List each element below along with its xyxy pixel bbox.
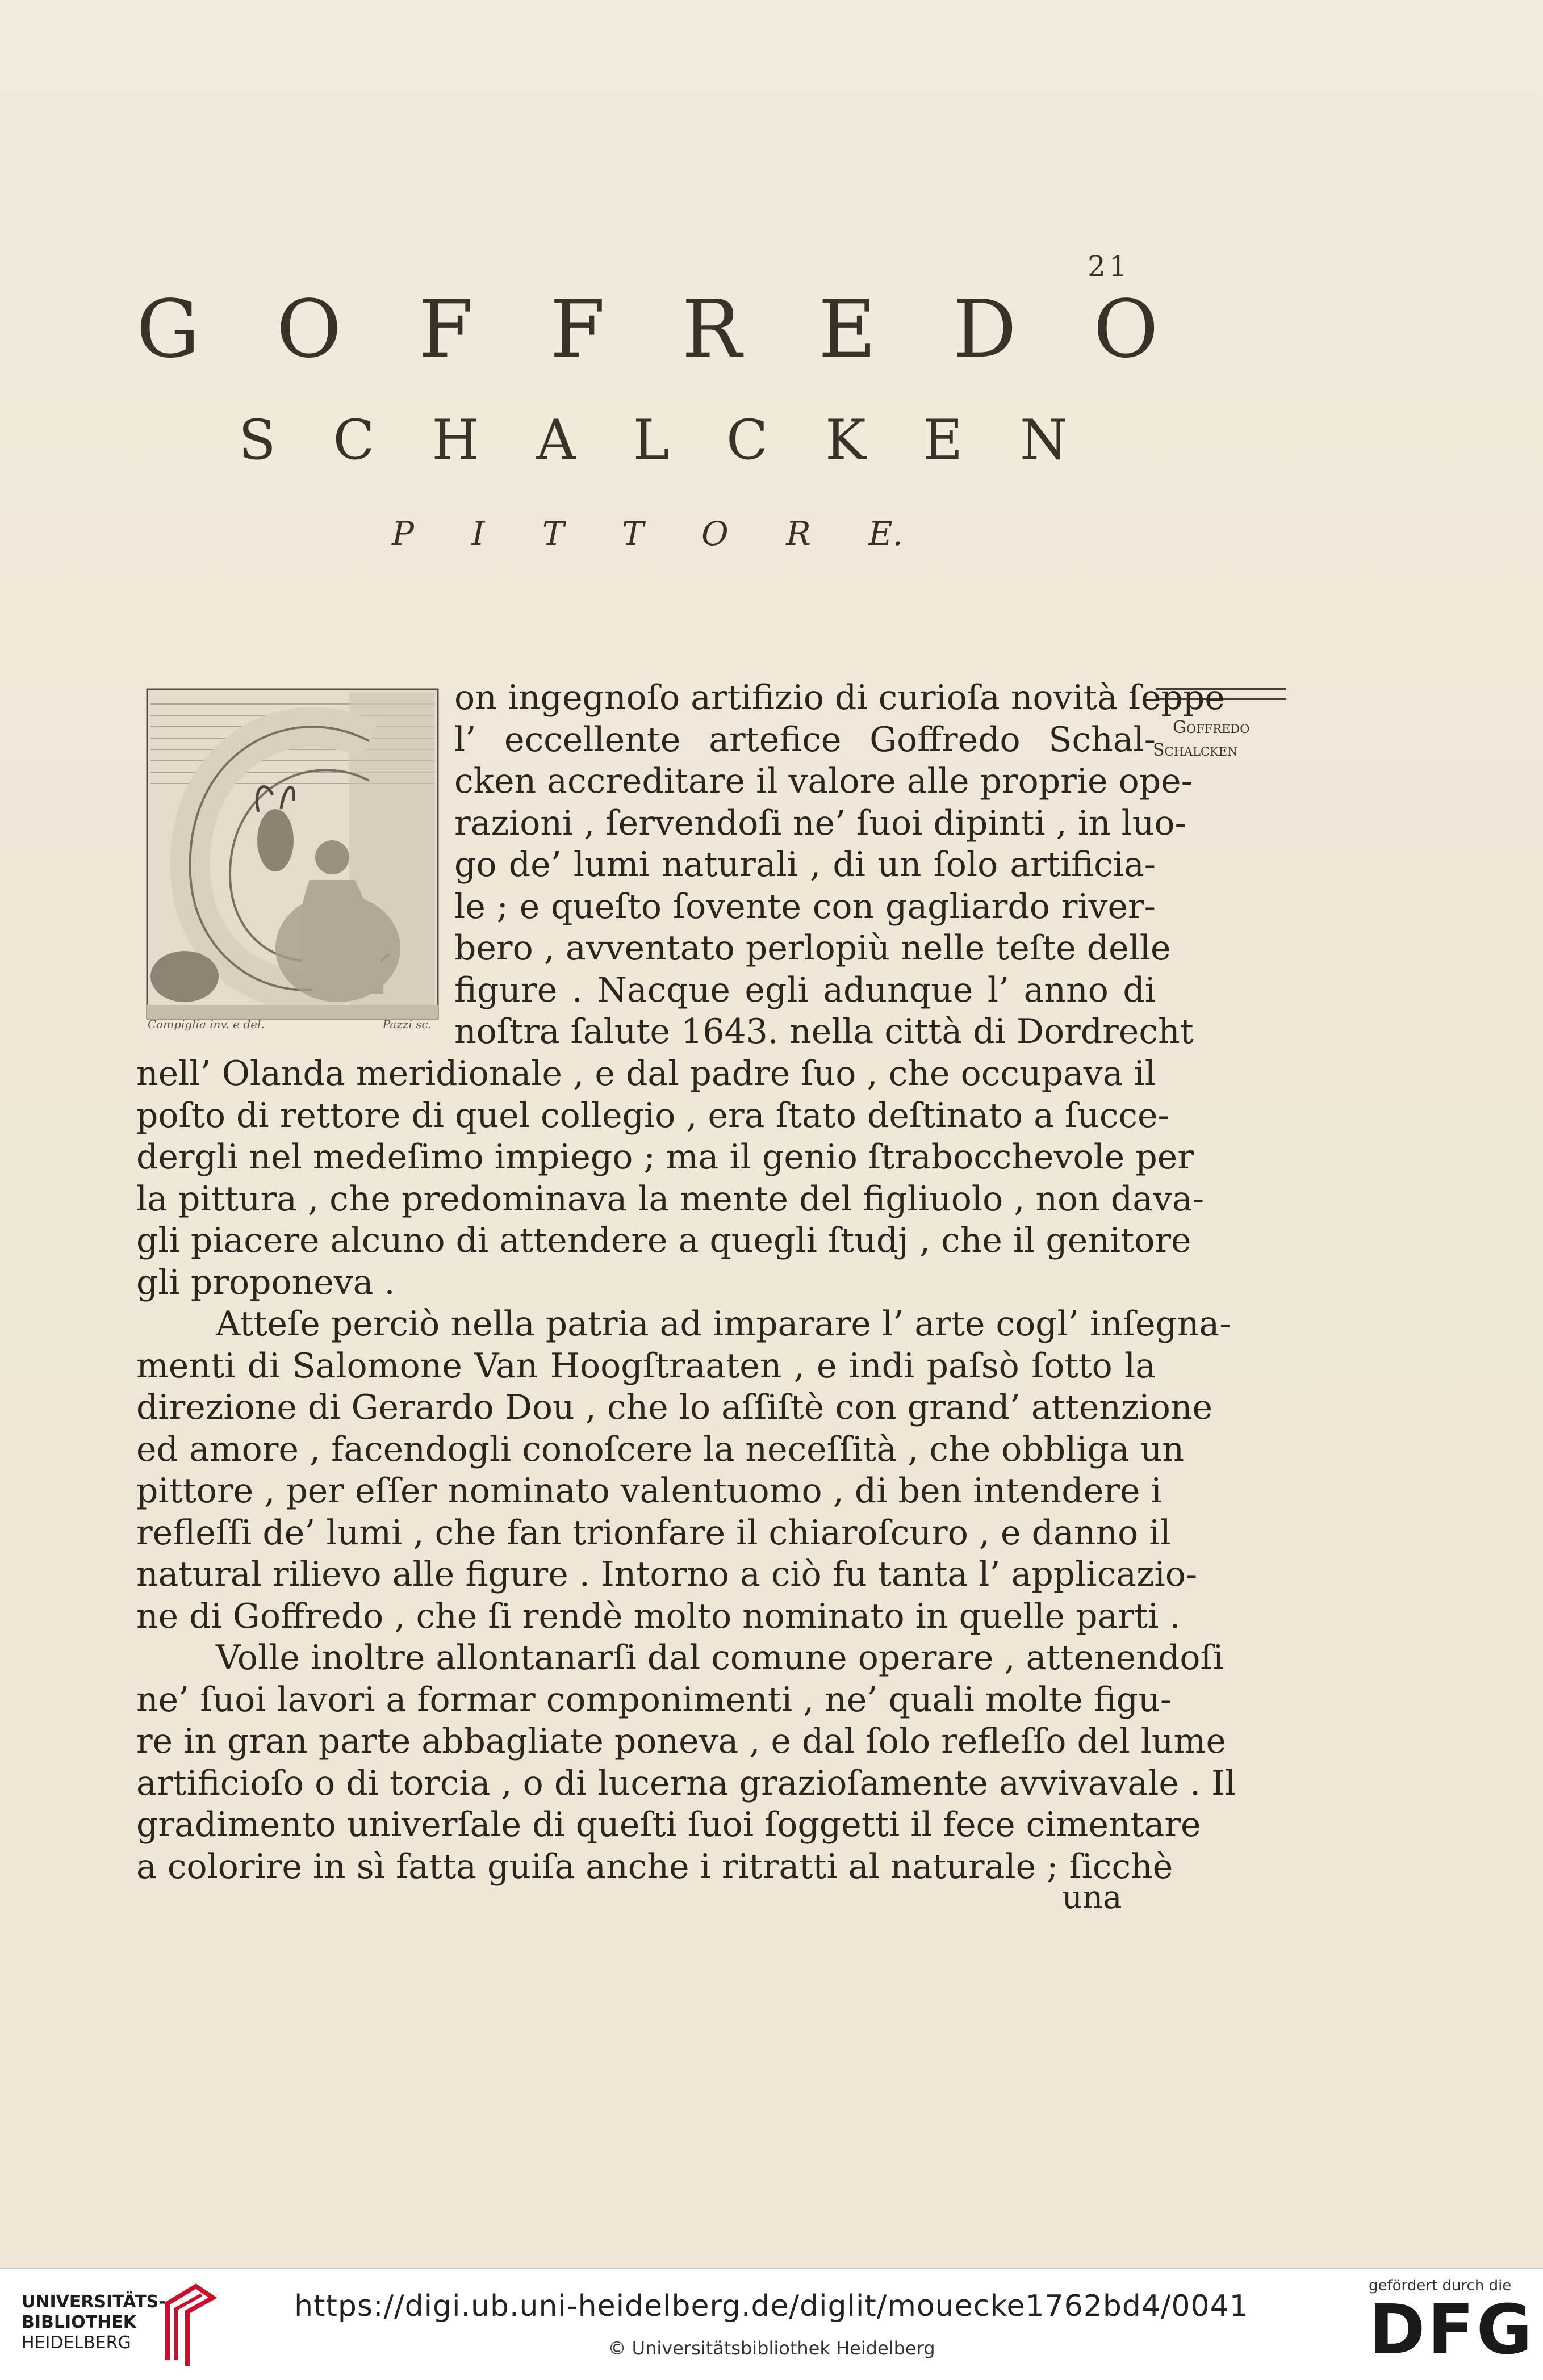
text-line: pittore , per eſſer nominato valentuomo , di ben intendere i bbox=[136, 1471, 1162, 1511]
title-letter: T bbox=[621, 514, 644, 553]
text-line: artificioſo o di torcia , o di lucerna grazioſamente avvivavale . Il bbox=[136, 1763, 1236, 1803]
text-line: ne di Goffredo , che ſi rendè molto nominato in quelle parti . bbox=[136, 1596, 1181, 1636]
text-line: le ; e queſto ſovente con gagliardo river- bbox=[454, 886, 1156, 927]
title-letter: E. bbox=[868, 514, 903, 553]
text-line: refleſſi de’ lumi , che fan trionfare il chiaroſcuro , e danno il bbox=[136, 1512, 1171, 1553]
title-letter: P bbox=[392, 514, 415, 553]
text-line: la pittura , che predominava la mente del figliuolo , non dava- bbox=[136, 1179, 1205, 1219]
title-letter: T bbox=[542, 514, 564, 553]
copyright-notice: © Universitätsbibliothek Heidelberg bbox=[608, 2337, 935, 2359]
text-line: razioni , ſervendoſi ne’ ſuoi dipinti , in luo- bbox=[454, 803, 1186, 843]
text-line: bero , avventato perlopiù nelle teſte delle bbox=[454, 928, 1171, 968]
title-letter: F bbox=[418, 283, 474, 376]
funding-label: gefördert durch die bbox=[1369, 2277, 1512, 2294]
text-line: gli proponeva . bbox=[136, 1262, 395, 1302]
text-line: Volle inoltre allontanarſi dal comune operare , attenendoſi bbox=[216, 1638, 1224, 1678]
chapter-subtitle-pittore bbox=[392, 511, 903, 556]
engraving-caption bbox=[148, 1017, 432, 1032]
text-line: ne’ ſuoi lavori a formar componimenti , ne’ quali molte figu- bbox=[136, 1679, 1172, 1720]
sidenote-line-1: Goffredo bbox=[1173, 718, 1250, 738]
title-letter: O bbox=[276, 283, 342, 376]
chapter-title-goffredo bbox=[136, 283, 1159, 376]
title-letter: R bbox=[681, 283, 742, 376]
engraving-caption-left: Campiglia inv. e del. bbox=[148, 1017, 265, 1031]
title-letter: G bbox=[136, 283, 200, 376]
title-letter: O bbox=[1093, 283, 1159, 376]
catchword: una bbox=[1062, 1879, 1122, 1916]
text-line: go de’ lumi naturali , di un ſolo artificia- bbox=[454, 845, 1156, 885]
text-line: Atteſe perciò nella patria ad imparare l’ arte cogl’ inſegna- bbox=[216, 1304, 1231, 1344]
title-letter: E bbox=[818, 283, 877, 376]
text-line: on ingegnoſo artifizio di curioſa novità ſeppe bbox=[454, 678, 1225, 718]
page-url-link[interactable]: https://digi.ub.uni-heidelberg.de/diglit/mouecke1762bd4/0041 bbox=[294, 2289, 1249, 2323]
title-letter: F bbox=[550, 283, 605, 376]
title-letter: A bbox=[536, 408, 576, 472]
text-line: figure . Nacque egli adunque l’ anno di bbox=[454, 970, 1156, 1010]
library-footer bbox=[0, 2268, 1543, 2380]
title-letter: I bbox=[471, 514, 485, 553]
dfg-logo: DFG bbox=[1369, 2291, 1535, 2370]
title-letter: R bbox=[786, 514, 811, 553]
text-line: gli piacere alcuno di attendere a quegli ſtudj , che il genitore bbox=[136, 1221, 1191, 1260]
title-letter: K bbox=[825, 408, 866, 472]
decorated-initial-c-engraving bbox=[145, 687, 440, 1039]
margin-sidenote bbox=[1153, 716, 1295, 762]
text-line: a colorire in sì fatta guiſa anche i ritratti al naturale ; ſicchè bbox=[136, 1846, 1173, 1887]
text-line: nell’ Olanda meridionale , e dal padre ſuo , che occupava il bbox=[136, 1054, 1156, 1093]
engraving-caption-right: Pazzi sc. bbox=[382, 1017, 432, 1031]
text-line: gradimento univerſale di queſti ſuoi ſoggetti il fece cimentare bbox=[136, 1805, 1201, 1845]
title-letter: D bbox=[952, 283, 1017, 376]
title-letter: S bbox=[239, 408, 276, 472]
body-text-main bbox=[136, 1053, 1236, 1888]
text-line: cken accreditare il valore alle proprie ope- bbox=[454, 761, 1193, 801]
text-line: poſto di rettore di quel collegio , era ſtato deſtinato a ſucce- bbox=[136, 1095, 1169, 1135]
logo-line-3: HEIDELBERG bbox=[22, 2333, 131, 2353]
page-number: 21 bbox=[1088, 250, 1131, 283]
text-line: dergli nel medeſimo impiego ; ma il genio ſtrabocchevole per bbox=[136, 1137, 1194, 1177]
text-line: natural rilievo alle figure . Intorno a ciò fu tanta l’ applicazio- bbox=[136, 1554, 1198, 1594]
logo-line-2: BIBLIOTHEK bbox=[22, 2312, 136, 2332]
text-line: menti di Salomone Van Hoogſtraaten , e indi paſsò ſotto la bbox=[136, 1346, 1156, 1386]
title-letter: H bbox=[432, 408, 480, 472]
text-line: l’ eccellente artefice Goffredo Schal- bbox=[454, 719, 1156, 760]
title-letter: C bbox=[333, 408, 375, 472]
title-letter: E bbox=[923, 408, 963, 472]
title-letter: C bbox=[726, 408, 768, 472]
logo-line-1: UNIVERSITÄTS- bbox=[22, 2292, 166, 2312]
sidenote-line-2: Schalcken bbox=[1153, 740, 1238, 760]
title-letter: N bbox=[1019, 408, 1068, 472]
text-line: noſtra ſalute 1643. nella città di Dordrecht bbox=[454, 1012, 1194, 1051]
body-text-beside-initial bbox=[454, 677, 1225, 1053]
text-line: ed amore , facendogli conoſcere la neceſſità , che obbliga un bbox=[136, 1429, 1185, 1469]
chapter-title-schalcken bbox=[239, 409, 1068, 471]
title-letter: O bbox=[701, 514, 729, 553]
text-line: re in gran parte abbagliate poneva , e dal ſolo refleſſo del lume bbox=[136, 1721, 1226, 1761]
text-line: direzione di Gerardo Dou , che lo aſſiſtè con grand’ attenzione bbox=[136, 1388, 1213, 1427]
title-letter: L bbox=[633, 408, 670, 472]
